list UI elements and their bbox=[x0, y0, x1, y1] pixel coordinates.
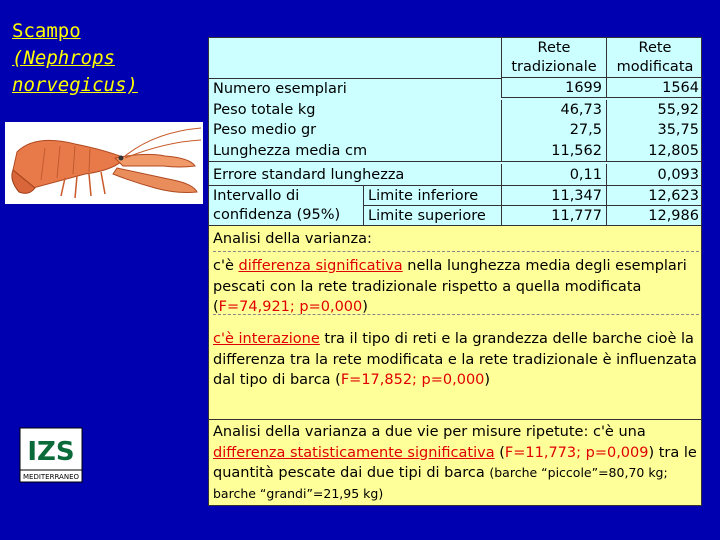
row-label-std-error: Errore standard lunghezza bbox=[209, 164, 501, 186]
slide-title bbox=[12, 18, 202, 99]
significant-difference: differenza significativa bbox=[238, 258, 403, 274]
ci-upper-mod: 12,986 bbox=[606, 206, 702, 226]
anova-paragraph-1: c'è differenza significativa nella lunghezza media degli esemplari pescati con la rete tradizionale rispetto a quella modificata (F=74,921; p=0,000) bbox=[213, 251, 699, 318]
svg-text:IZS: IZS bbox=[27, 437, 75, 467]
ci-lower-trad: 11,347 bbox=[501, 186, 606, 206]
cell-std-error-mod: 0,093 bbox=[606, 164, 702, 186]
anova-stat-1: F=74,921; p=0,000 bbox=[218, 299, 363, 315]
row-label-total-weight: Peso totale kg bbox=[213, 102, 316, 118]
svg-text:MEDITERRANEO: MEDITERRANEO bbox=[22, 473, 80, 481]
anova-stat-2: F=17,852; p=0,000 bbox=[340, 372, 485, 388]
interaction: c'è interazione bbox=[213, 331, 320, 347]
row-label-number: Numero esemplari bbox=[209, 78, 501, 98]
cell-number-trad: 1699 bbox=[501, 78, 606, 98]
ci-lower-mod: 12,623 bbox=[606, 186, 702, 206]
cell-mean-weight-trad: 27,5 bbox=[501, 120, 606, 140]
cell-std-error-trad: 0,11 bbox=[501, 164, 606, 186]
anova-paragraph-2: c'è interazione tra il tipo di reti e la grandezza delle barche cioè la differenza tra la rete modificata e la rete tradizionale è influenzata dal tipo di barca (F=17,852; p=0,000) bbox=[213, 314, 699, 391]
cell-mean-weight-mod: 35,75 bbox=[606, 120, 702, 140]
row-label-mean-weight: Peso medio gr bbox=[213, 122, 317, 138]
cell-total-weight-mod: 55,92 bbox=[606, 100, 702, 120]
col-header-modified: Rete modificata bbox=[606, 38, 702, 78]
ci-upper-label: Limite superiore bbox=[363, 206, 501, 226]
stat-significant-difference: differenza statisticamente significativa bbox=[213, 444, 495, 461]
anova-heading: Analisi della varianza: bbox=[213, 231, 372, 247]
scampi-image bbox=[5, 122, 203, 204]
results-panel bbox=[208, 37, 702, 506]
title-scientific-name-1: (Nephrops bbox=[12, 47, 115, 69]
anova-stat-3: F=11,773; p=0,009 bbox=[504, 444, 649, 461]
ci-lower-label: Limite inferiore bbox=[363, 186, 501, 206]
row-label-mean-length: Lunghezza media cm bbox=[209, 140, 501, 162]
boat-weights: (barche “piccole”=80,70 kg; barche “grandi”=21,95 kg) bbox=[213, 465, 668, 501]
title-scientific-name-2: norvegicus) bbox=[12, 74, 138, 96]
ci-upper-trad: 11,777 bbox=[501, 206, 606, 226]
cell-total-weight-trad: 46,73 bbox=[501, 100, 606, 120]
cell-number-mod: 1564 bbox=[606, 78, 702, 98]
col-header-traditional: Rete tradizionale bbox=[501, 38, 606, 78]
cell-mean-length-mod: 12,805 bbox=[606, 140, 702, 162]
anova-paragraph-3: Analisi della varianza a due vie per misure ripetute: c'è una differenza statisticamente significativa (F=11,773; p=0,009) tra le quantità pescate dai due tipi di barca (barche “piccole”=80,70 kg; barche “grandi”=21,95 kg) bbox=[209, 419, 702, 504]
izs-logo bbox=[18, 426, 84, 484]
ci-label: Intervallo di confidenza (95%) bbox=[209, 186, 363, 226]
title-common-name: Scampo bbox=[12, 20, 81, 42]
cell-mean-length-trad: 11,562 bbox=[501, 140, 606, 162]
